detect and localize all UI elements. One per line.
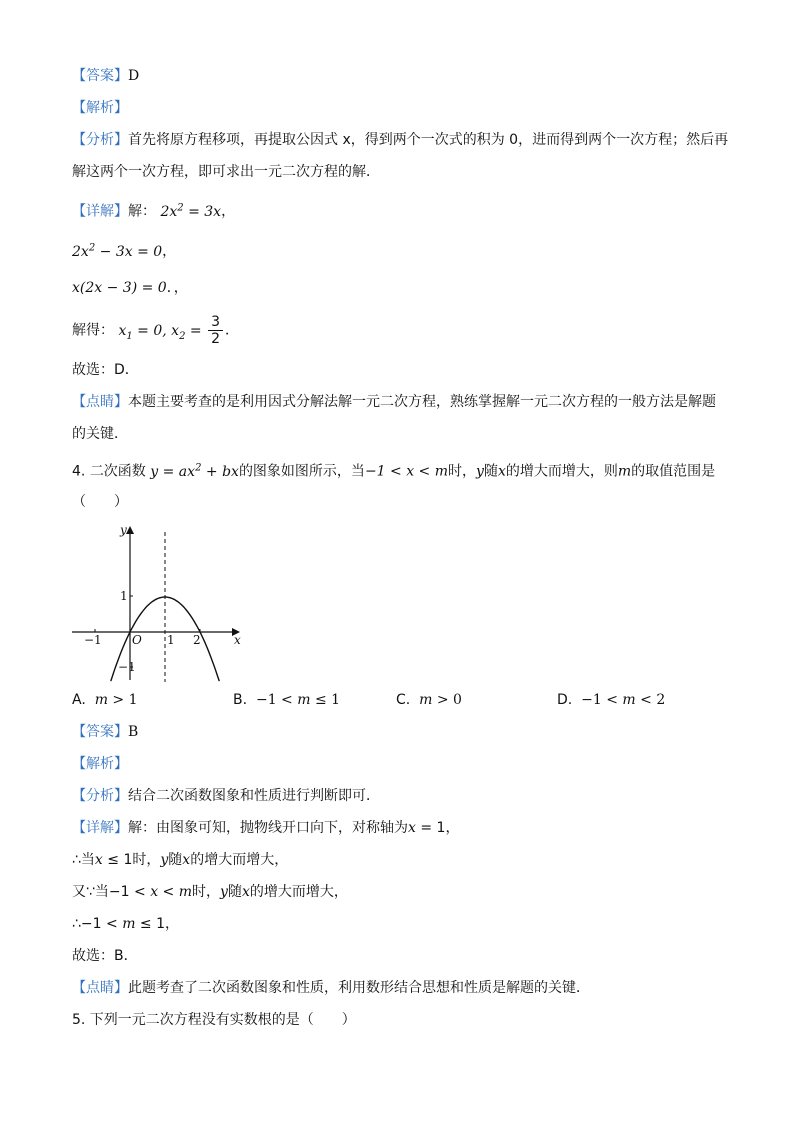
tick-label-1-y: 1 <box>120 589 128 603</box>
interval-expression: −1 < x < m <box>364 463 449 480</box>
q3-step-3: x(2x − 3) = 0．， <box>72 280 188 296</box>
option-d[interactable]: D. −1 < m < 2 <box>557 692 666 708</box>
equation-moved: $2x^2 - 3x = 0$ <box>72 242 163 260</box>
dianjing-tag: 【点睛】 <box>72 394 128 410</box>
answer-tag: 【答案】 <box>72 724 128 740</box>
xiangjie-tag: 【详解】 <box>72 820 128 836</box>
answer-value: B <box>128 724 139 740</box>
function-expression: $y = ax^2$ + bx <box>150 462 239 480</box>
q3-answer-line <box>72 66 139 86</box>
option-b[interactable]: B. −1 < m ≤ 1 <box>233 692 341 708</box>
jiede-label: 解得： <box>72 322 114 339</box>
fraction-3-2: $\frac{3}{2}$ <box>208 314 223 347</box>
equation-factored: x(2x − 3) = 0 <box>72 280 167 296</box>
q4-dianjing-line: 【点睛】此题考查了二次函数图象和性质，利用数形结合思想和性质是解题的关键． <box>72 980 590 996</box>
answer-value: D <box>128 68 140 84</box>
q3-analysis-tag: 【解析】 <box>72 100 128 116</box>
xiangjie-tag: 【详解】 <box>72 203 128 220</box>
fenxi-tag: 【分析】 <box>72 788 128 804</box>
q3-fenxi-line1 <box>72 130 728 150</box>
option-c[interactable]: C. m > 0 <box>396 692 462 708</box>
xiangjie-intro: 解： <box>128 203 156 220</box>
q4-analysis-tag: 【解析】 <box>72 756 128 772</box>
equation-original: $2x^2 = 3x$ <box>160 202 222 220</box>
parabola-graph <box>68 520 248 685</box>
y-axis-arrow <box>126 526 134 534</box>
q4-fenxi-line: 【分析】结合二次函数图象和性质进行判断即可． <box>72 788 380 804</box>
answer-tag: 【答案】 <box>72 68 128 84</box>
solution-roots: $x_1 = 0$, $x_2$ = <box>118 322 207 342</box>
tick-label-neg1-y: −1 <box>118 660 136 674</box>
q5-stem: 5. 下列一元二次方程没有实数根的是（ ） <box>72 1012 356 1028</box>
q3-dianjing-line2: 的关键． <box>72 426 128 442</box>
q3-fenxi-line2: 解这两个一次方程，即可求出一元二次方程的解． <box>72 164 380 180</box>
q3-guxuan: 故选：D． <box>72 362 139 378</box>
axis-label-x: x <box>234 633 241 647</box>
option-a[interactable]: A. m > 1 <box>72 692 138 708</box>
q3-solution-line: 解得： $x_1 = 0$, $x_2$ = $\frac{3}{2}$ ． <box>72 314 240 347</box>
fenxi-tag: 【分析】 <box>72 132 128 148</box>
q4-step-3: 又∵当−1 < x < m时，y随x的增大而增大， <box>72 884 348 900</box>
q4-step-4: ∴−1 < m ≤ 1， <box>72 916 180 932</box>
q4-stem: 4. 二次函数 $y = ax^2$ + bx的图象如图所示，当−1 < x < m时，y随x的增大而增大，则m的取值范围是 <box>72 462 716 480</box>
fenxi-text: 首先将原方程移项，再提取公因式 x，得到两个一次式的积为 0，进而得到两个一次方程；然后再 <box>128 132 729 148</box>
q3-step-2: $2x^2 - 3x = 0$， <box>72 242 177 260</box>
dianjing-tag: 【点睛】 <box>72 980 128 996</box>
q4-xiangjie-line: 【详解】解：由图象可知，抛物线开口向下，对称轴为x = 1， <box>72 820 460 836</box>
q4-step-2: ∴当x ≤ 1时，y随x的增大而增大， <box>72 852 289 868</box>
q3-dianjing-line1: 【点睛】本题主要考查的是利用因式分解法解一元二次方程，熟练掌握解一元二次方程的一般方法是解题 <box>72 394 716 410</box>
tick-label-1-x: 1 <box>167 633 175 647</box>
tick-label-2-x: 2 <box>193 633 201 647</box>
q4-blank: （ ） <box>72 494 128 510</box>
q4-guxuan: 故选：B． <box>72 948 138 964</box>
origin-label: O <box>132 633 142 647</box>
tick-label-neg1-x: −1 <box>84 633 102 647</box>
q3-xiangjie-line: 【详解】解： $2x^2 = 3x$， <box>72 202 236 220</box>
axis-label-y: y <box>120 523 127 537</box>
q4-answer-line <box>72 722 138 742</box>
